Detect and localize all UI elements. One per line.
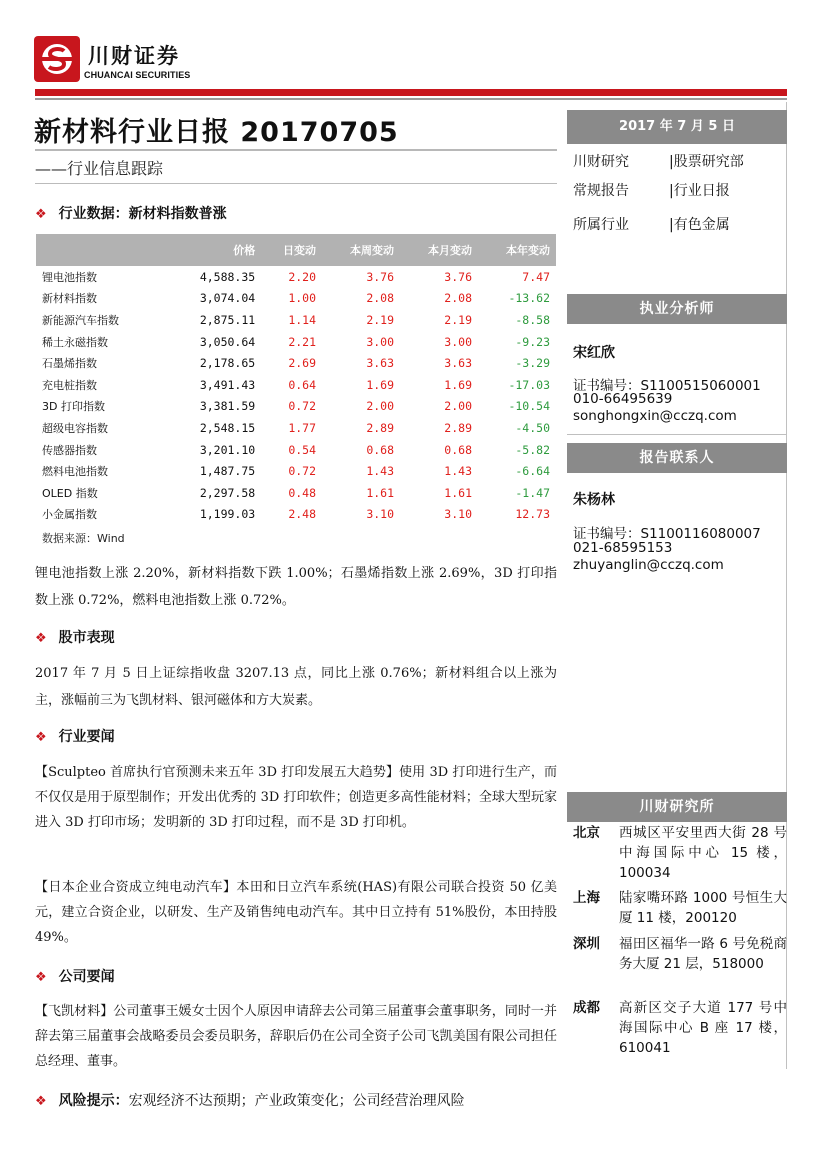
index-name-cell: 小金属指数 <box>42 508 97 522</box>
year-change-cell: -3.29 <box>515 356 550 371</box>
info-value: |有色金属 <box>669 217 730 233</box>
week-change-cell: 1.61 <box>366 485 395 500</box>
info-key: 常规报告 <box>573 183 629 199</box>
office-address: 西城区平安里西大街 28 号中海国际中心 15 楼，100034 <box>619 825 787 881</box>
week-change-cell: 3.00 <box>366 334 395 349</box>
office-address: 陆家嘴环路 1000 号恒生大厦 11 楼，200120 <box>619 890 787 926</box>
index-name-cell: 传感器指数 <box>42 443 97 457</box>
table-header-cell: 价格 <box>233 244 256 257</box>
table-header-cell: 日变动 <box>283 244 317 257</box>
section-company-news <box>35 966 115 986</box>
sidebar-divider <box>567 434 787 435</box>
week-change-cell: 2.19 <box>366 312 395 327</box>
office-city: 成都 <box>573 1000 600 1016</box>
index-name-cell: 3D 打印指数 <box>42 400 105 414</box>
day-change-cell: 1.14 <box>288 312 317 327</box>
analyst-email: songhongxin@cczq.com <box>573 408 737 424</box>
price-cell: 1,199.03 <box>199 507 256 522</box>
contact-cert: 证书编号：S1100116080007 <box>573 526 761 542</box>
year-change-cell: -4.50 <box>515 420 550 435</box>
year-change-cell: 12.73 <box>515 507 550 522</box>
section-market <box>35 627 115 647</box>
month-change-cell: 2.08 <box>444 291 472 306</box>
company-news-item: 【飞凯材料】公司董事王媛女士因个人原因申请辞去公司第三届董事会董事职务，同时一并辞去第三届董事会战略委员会委员职务，辞职后仍在公司全资子公司飞凯美国有限公司担任总经理、董事。 <box>35 1004 557 1069</box>
month-change-cell: 3.10 <box>444 507 472 522</box>
diamond-bullet-icon: ❖ <box>35 1094 47 1109</box>
analyst-phone: 010-66495639 <box>573 391 673 407</box>
month-change-cell: 3.00 <box>444 334 472 349</box>
table-header-cell <box>36 234 165 266</box>
week-change-cell: 2.00 <box>366 399 395 414</box>
month-change-cell: 2.00 <box>444 399 472 414</box>
week-change-cell: 2.08 <box>366 291 395 306</box>
table-row <box>36 309 556 331</box>
month-change-cell: 2.89 <box>444 420 472 435</box>
price-cell: 1,487.75 <box>199 464 256 479</box>
summary-paragraph: 锂电池指数上涨 2.20%，新材料指数下跌 1.00%；石墨烯指数上涨 2.69%，3D 打印指数上涨 0.72%，燃料电池指数上涨 0.72%。 <box>35 566 557 608</box>
day-change-cell: 2.20 <box>288 269 317 284</box>
month-change-cell: 3.63 <box>444 356 472 371</box>
contact-title-bar: 报告联系人 <box>567 443 787 473</box>
info-value: |股票研究部 <box>669 154 744 170</box>
company-logo <box>34 36 80 82</box>
index-name-cell: OLED 指数 <box>42 486 98 500</box>
office-beijing <box>573 823 785 883</box>
table-header-cell: 本年变动 <box>506 244 550 257</box>
section-industry-news <box>35 726 115 746</box>
year-change-cell: 7.47 <box>522 269 550 284</box>
price-cell: 2,178.65 <box>199 356 256 371</box>
index-name-cell: 燃料电池指数 <box>42 465 108 479</box>
market-paragraph: 2017 年 7 月 5 日上证综指收盘 3207.13 点，同比上涨 0.76%；新材料组合以上涨为主，涨幅前三为飞凯材料、银河磁体和方大炭素。 <box>35 666 557 708</box>
section-label: 风险提示： <box>58 1093 129 1109</box>
week-change-cell: 3.76 <box>366 269 395 284</box>
office-city: 北京 <box>573 825 600 841</box>
info-key: 川财研究 <box>573 154 629 170</box>
diamond-bullet-icon: ❖ <box>35 631 47 646</box>
week-change-cell: 3.10 <box>366 507 395 522</box>
risk-text: 宏观经济不达预期；产业政策变化；公司经营治理风险 <box>128 1093 465 1109</box>
diamond-bullet-icon: ❖ <box>35 970 47 985</box>
table-row <box>36 482 556 504</box>
institute-title-bar: 川财研究所 <box>567 792 787 822</box>
week-change-cell: 1.43 <box>366 464 395 479</box>
table-row <box>36 266 556 288</box>
day-change-cell: 0.72 <box>288 399 317 414</box>
index-name-cell: 新材料指数 <box>42 292 97 306</box>
index-name-cell: 超级电容指数 <box>42 421 108 435</box>
month-change-cell: 1.61 <box>444 485 472 500</box>
sidebar-info-row <box>573 180 730 200</box>
year-change-cell: -6.64 <box>515 464 550 479</box>
price-cell: 2,548.15 <box>199 420 256 435</box>
month-change-cell: 1.69 <box>444 377 472 392</box>
analyst-cert: 证书编号：S1100515060001 <box>573 378 761 394</box>
table-header-cell: 本月变动 <box>428 244 472 257</box>
week-change-cell: 2.89 <box>366 420 395 435</box>
brand-name-cn: 川财证券 <box>88 44 180 68</box>
subtitle-divider <box>35 183 557 184</box>
sidebar-info-row <box>573 214 730 234</box>
index-name-cell: 充电桩指数 <box>42 378 97 392</box>
report-title: 新材料行业日报 20170705 <box>34 117 399 148</box>
price-cell: 4,588.35 <box>199 269 256 284</box>
diamond-bullet-icon: ❖ <box>35 730 47 745</box>
table-row <box>36 396 556 418</box>
week-change-cell: 0.68 <box>366 442 395 457</box>
index-name-cell: 石墨烯指数 <box>42 357 97 371</box>
day-change-cell: 2.69 <box>288 356 317 371</box>
year-change-cell: -1.47 <box>515 485 550 500</box>
office-chengdu <box>573 998 785 1058</box>
office-shanghai <box>573 888 785 928</box>
sidebar-info-row <box>573 151 744 171</box>
diamond-bullet-icon: ❖ <box>35 207 47 222</box>
header-red-bar <box>35 89 787 96</box>
contact-email: zhuyanglin@cczq.com <box>573 557 724 573</box>
report-date: 2017 年 7 月 5 日 <box>567 110 787 144</box>
office-address: 高新区交子大道 177 号中海国际中心 B 座 17 楼，610041 <box>619 1000 787 1056</box>
office-address: 福田区福华一路 6 号免税商务大厦 21 层，518000 <box>619 936 787 972</box>
table-header-row <box>36 234 556 266</box>
table-header-cell: 本周变动 <box>350 244 395 257</box>
table-row <box>36 417 556 439</box>
title-divider <box>35 149 557 151</box>
index-name-cell: 稀土永磁指数 <box>42 335 108 349</box>
week-change-cell: 1.69 <box>366 377 395 392</box>
index-name-cell: 新能源汽车指数 <box>42 313 119 327</box>
table-row <box>36 439 556 461</box>
price-cell: 3,491.43 <box>199 377 256 392</box>
day-change-cell: 2.21 <box>288 334 317 349</box>
contact-name: 朱杨林 <box>573 492 615 508</box>
month-change-cell: 3.76 <box>444 269 472 284</box>
day-change-cell: 0.54 <box>288 442 317 457</box>
data-source-note: 数据来源：Wind <box>42 532 125 545</box>
week-change-cell: 3.63 <box>366 356 395 371</box>
contact-phone: 021-68595153 <box>573 540 673 556</box>
office-city: 深圳 <box>573 936 600 952</box>
month-change-cell: 2.19 <box>444 312 472 327</box>
day-change-cell: 0.64 <box>288 377 317 392</box>
section-label: 股市表现 <box>58 630 115 646</box>
year-change-cell: -10.54 <box>508 399 550 414</box>
analyst-title-bar: 执业分析师 <box>567 294 787 324</box>
info-value: |行业日报 <box>669 183 730 199</box>
table-row <box>36 288 556 310</box>
industry-news-item: 【日本企业合资成立纯电动汽车】本田和日立汽车系统(HAS)有限公司联合投资 50 亿美元，建立合资企业，以研发、生产及销售纯电动汽车。其中日立持有 51%股份，本田持股 49%。 <box>35 880 557 945</box>
day-change-cell: 1.00 <box>288 291 317 306</box>
section-label: 公司要闻 <box>58 969 115 985</box>
table-row <box>36 331 556 353</box>
day-change-cell: 0.48 <box>288 485 317 500</box>
section-industry-data <box>35 203 227 223</box>
analyst-name: 宋红欣 <box>573 345 615 361</box>
table-row <box>36 460 556 482</box>
section-headline: 新材料指数普涨 <box>128 206 227 222</box>
price-cell: 2,875.11 <box>199 312 256 327</box>
header-grey-line <box>35 98 787 100</box>
info-key: 所属行业 <box>573 217 629 233</box>
report-subtitle: ——行业信息跟踪 <box>35 159 164 178</box>
index-table <box>36 234 556 525</box>
table-row <box>36 504 556 526</box>
price-cell: 3,201.10 <box>199 442 256 457</box>
price-cell: 2,297.58 <box>199 485 256 500</box>
section-risk <box>35 1090 465 1110</box>
year-change-cell: -5.82 <box>515 442 550 457</box>
year-change-cell: -17.03 <box>508 377 550 392</box>
industry-news-item: 【Sculpteo 首席执行官预测未来五年 3D 打印发展五大趋势】使用 3D 打印进行生产，而不仅仅是用于原型制作；开发出优秀的 3D 打印软件；创造更多高性能材料；全球大型玩家进入 3D 打印市场；发明新的 3D 打印过程，而不是 3D 打印机。 <box>35 765 557 830</box>
price-cell: 3,381.59 <box>199 399 256 414</box>
price-cell: 3,074.04 <box>199 291 256 306</box>
index-name-cell: 锂电池指数 <box>42 270 97 284</box>
office-city: 上海 <box>573 890 600 906</box>
section-label: 行业数据： <box>58 206 129 222</box>
day-change-cell: 2.48 <box>288 507 317 522</box>
year-change-cell: -9.23 <box>515 334 550 349</box>
day-change-cell: 0.72 <box>288 464 317 479</box>
price-cell: 3,050.64 <box>199 334 256 349</box>
brand-name-en: CHUANCAI SECURITIES <box>84 70 191 80</box>
month-change-cell: 0.68 <box>444 442 472 457</box>
office-shenzhen <box>573 934 785 994</box>
day-change-cell: 1.77 <box>288 420 317 435</box>
month-change-cell: 1.43 <box>444 464 472 479</box>
section-label: 行业要闻 <box>58 729 115 745</box>
year-change-cell: -13.62 <box>508 291 550 306</box>
year-change-cell: -8.58 <box>515 312 550 327</box>
table-row <box>36 352 556 374</box>
table-row <box>36 374 556 396</box>
